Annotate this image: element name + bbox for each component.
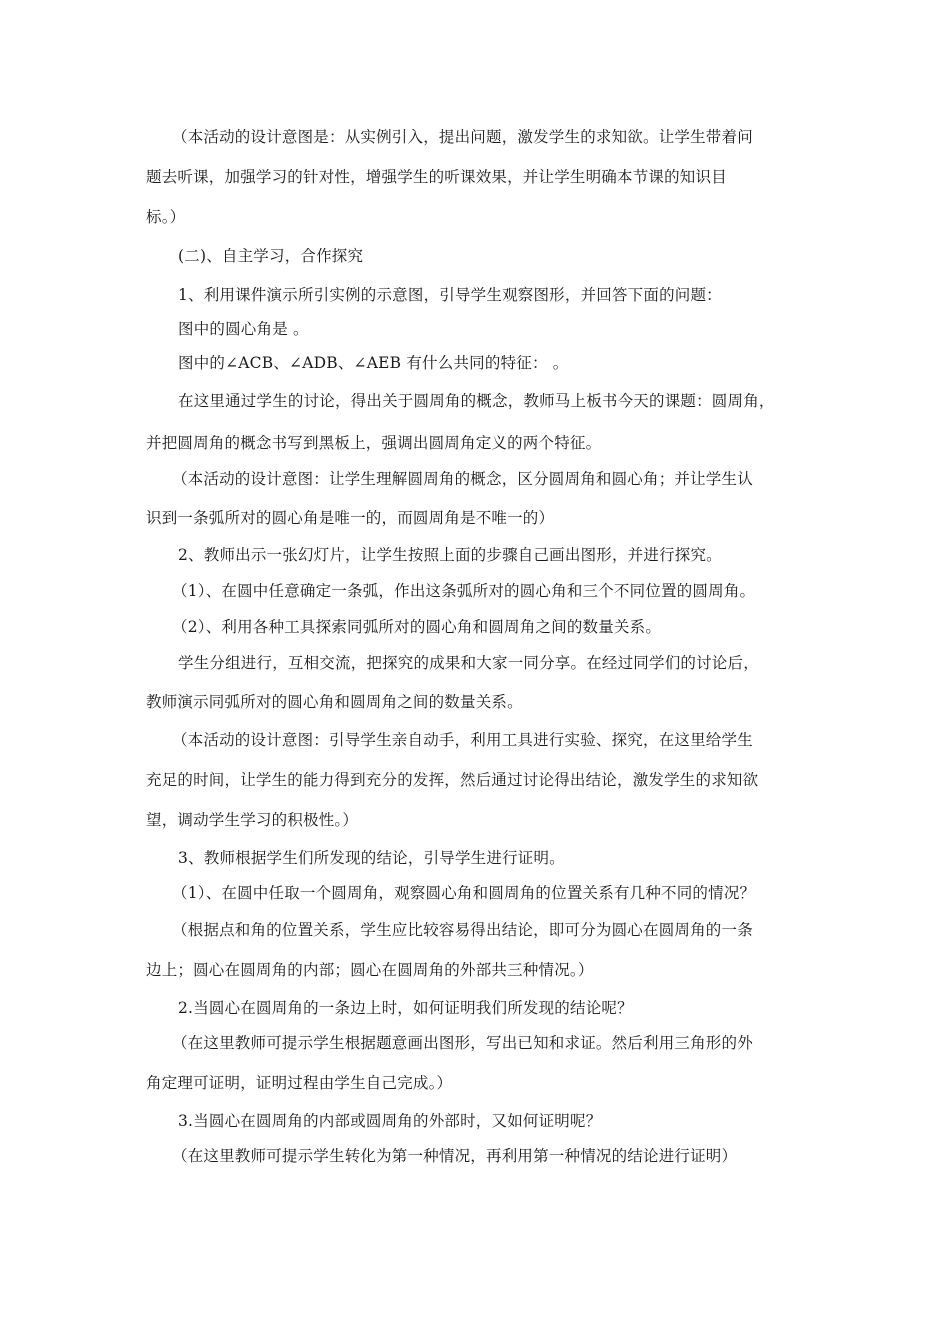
paragraph-line: （2）、利用各种工具探索同弧所对的圆心角和圆周角之间的数量关系。	[172, 618, 662, 636]
question-line: 图中的∠ACB、∠ADB、∠AEB 有什么共同的特征： 。	[178, 354, 569, 372]
paragraph-line: 充足的时间，让学生的能力得到充分的发挥，然后通过讨论得出结论，激发学生的求知欲	[146, 771, 759, 789]
paragraph-line: 2、教师出示一张幻灯片，让学生按照上面的步骤自己画出图形，并进行探究。	[178, 546, 722, 564]
paragraph-line: 边上；圆心在圆周角的内部；圆心在圆周角的外部共三种情况。）	[146, 961, 594, 979]
paragraph-line: 1、利用课件演示所引实例的示意图，引导学生观察图形，并回答下面的问题：	[178, 286, 722, 304]
paragraph-line: （本活动的设计意图是：从实例引入，提出问题，激发学生的求知欲。让学生带着问	[172, 128, 753, 146]
paragraph-line: 学生分组进行，互相交流，把探究的成果和大家一同分享。在经过同学们的讨论后，	[178, 654, 759, 672]
paragraph-line: 在这里通过学生的讨论，得出关于圆周角的概念，教师马上板书今天的课题：圆周角，	[178, 392, 775, 410]
paragraph-line: （在这里教师可提示学生转化为第一种情况，再利用第一种情况的结论进行证明）	[172, 1147, 738, 1165]
paragraph-line: （根据点和角的位置关系，学生应比较容易得出结论，即可分为圆心在圆周角的一条	[172, 921, 753, 939]
paragraph-line: 题去听课，加强学习的针对性，增强学生的听课效果，并让学生明确本节课的知识目	[146, 168, 727, 186]
paragraph-line: （本活动的设计意图：引导学生亲自动手，利用工具进行实验、探究，在这里给学生	[172, 731, 753, 749]
section-heading: (二)、自主学习，合作探究	[178, 247, 364, 265]
paragraph-line: 3.当圆心在圆周角的内部或圆周角的外部时，又如何证明呢？	[178, 1112, 602, 1130]
paragraph-line: 角定理可证明，证明过程由学生自己完成。）	[146, 1074, 453, 1092]
paragraph-line: 望，调动学生学习的积极性。）	[146, 811, 359, 829]
paragraph-line: （1）、在圆中任意确定一条弧，作出这条弧所对的圆心角和三个不同位置的圆周角。	[172, 582, 756, 600]
paragraph-line: （本活动的设计意图：让学生理解圆周角的概念，区分圆周角和圆心角；并让学生认	[172, 470, 753, 488]
paragraph-line: （1）、在圆中任取一个圆周角，观察圆心角和圆周角的位置关系有几种不同的情况？	[172, 884, 756, 902]
paragraph-line: 并把圆周角的概念书写到黑板上，强调出圆周角定义的两个特征。	[146, 434, 602, 452]
paragraph-line: 2.当圆心在圆周角的一条边上时，如何证明我们所发现的结论呢？	[178, 999, 633, 1017]
paragraph-line: （在这里教师可提示学生根据题意画出图形，写出已知和求证。然后利用三角形的外	[172, 1034, 753, 1052]
question-line: 图中的圆心角是 。	[178, 320, 309, 338]
paragraph-line: 识到一条弧所对的圆心角是唯一的，而圆周角是不唯一的）	[146, 509, 555, 527]
paragraph-line: 3、教师根据学生们所发现的结论，引导学生进行证明。	[178, 849, 565, 867]
paragraph-line: 教师演示同弧所对的圆心角和圆周角之间的数量关系。	[146, 693, 523, 711]
paragraph-line: 标。）	[146, 208, 186, 226]
